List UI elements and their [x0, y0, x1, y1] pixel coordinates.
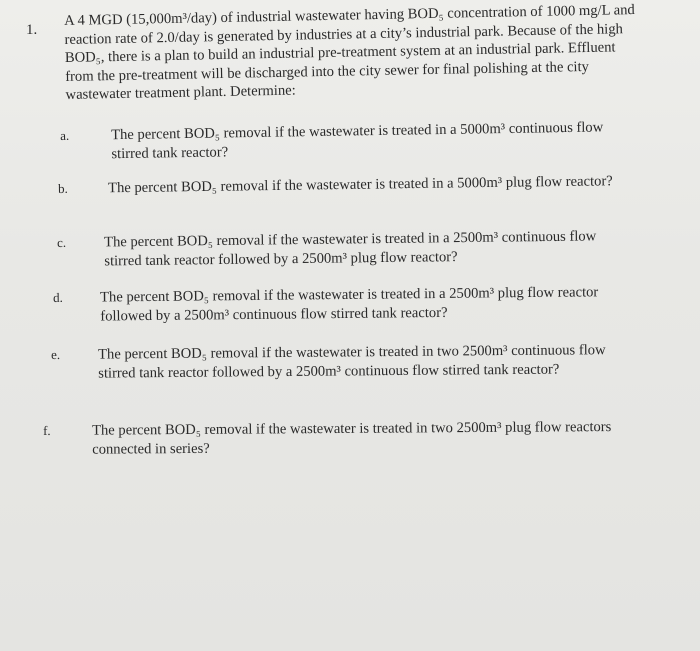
part-text: The percent BOD₅ removal if the wastewater is treated in a 2500m³ plug flow reactor followed by a 2500m³ continuous flow stirred tank reactor?	[100, 284, 599, 325]
part-text: The percent BOD₅ removal if the wastewater is treated in a 5000m³ continuous flow stirred tank reactor?	[111, 119, 604, 162]
part-letter: f.	[43, 422, 51, 438]
problem-intro: A 4 MGD (15,000m³/day) of industrial wastewater having BOD₅ concentration of 1000 mg/L and reaction rate of 2.0/day is generated by industries at a city’s industrial park. Because of the high BOD₅, there is a plan to build an industrial pre-treatment system at an industrial park. Effluent from the pre-treatment will be discharged into the city sewer for final polishing at the city wastewater treatment plant. Determine:	[64, 2, 635, 103]
part-letter: a.	[60, 127, 70, 143]
part-letter: c.	[57, 234, 67, 250]
part-letter: b.	[58, 180, 68, 196]
part-text: The percent BOD₅ removal if the wastewater is treated in two 2500m³ continuous flow stirred tank reactor followed by a 2500m³ continuous flow stirred tank reactor?	[98, 342, 606, 382]
part-text: The percent BOD₅ removal if the wastewater is treated in two 2500m³ plug flow reactors connected in series?	[92, 419, 612, 458]
part-text: The percent BOD₅ removal if the wastewater is treated in a 2500m³ continuous flow stirred tank reactor followed by a 2500m³ plug flow reactor?	[104, 228, 597, 269]
part-letter: e.	[51, 346, 61, 362]
part-letter: d.	[53, 289, 63, 305]
problem-number: 1.	[26, 22, 38, 38]
part-text: The percent BOD₅ removal if the wastewater is treated in a 5000m³ plug flow reactor?	[108, 173, 613, 197]
